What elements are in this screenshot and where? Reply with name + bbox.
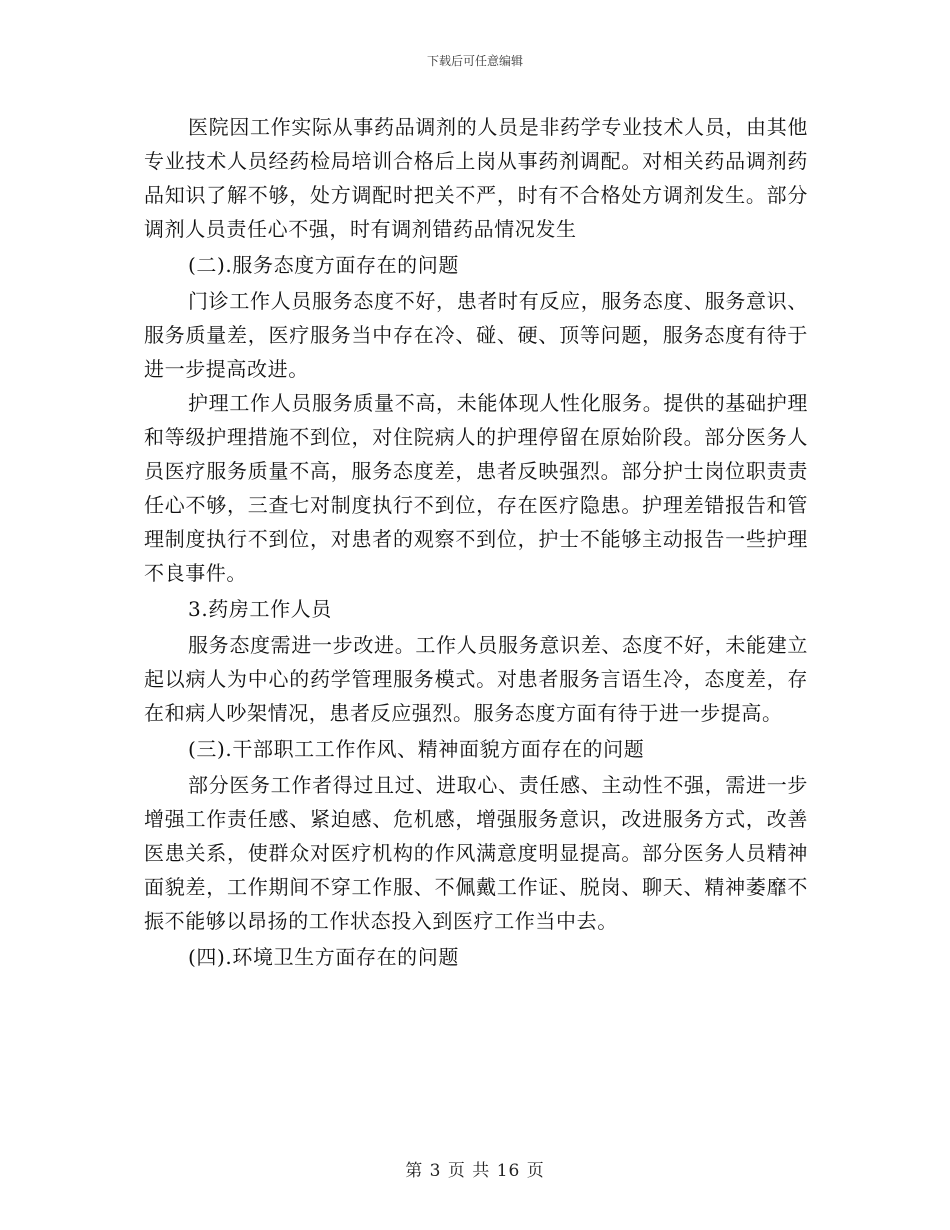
paragraph-pharmacy-staff: 医院因工作实际从事药品调剂的人员是非药学专业技术人员，由其他专业技术人员经药检局培训合格后上岗从事药剂调配。对相关药品调剂药品知识了解不够，处方调配时把关不严，时有不合格处方调剂发生。部分调剂人员责任心不强，时有调剂错药品情况发生 bbox=[144, 115, 808, 241]
paragraph-outpatient-staff: 门诊工作人员服务态度不好，患者时有反应，服务态度、服务意识、服务质量差，医疗服务当中存在冷、碰、硬、顶等问题，服务态度有待于进一步提高改进。 bbox=[144, 289, 808, 381]
subsection-heading-pharmacy: 3.药房工作人员 bbox=[188, 597, 332, 621]
document-body bbox=[144, 110, 808, 976]
paragraph-pharmacy-attitude: 服务态度需进一步改进。工作人员服务意识差、态度不好，未能建立起以病人为中心的药学管理服务模式。对患者服务言语生冷，态度差，存在和病人吵架情况，患者反应强烈。服务态度方面有待于进一步提高。 bbox=[144, 633, 808, 725]
paragraph-work-style: 部分医务工作者得过且过、进取心、责任感、主动性不强，需进一步增强工作责任感、紧迫感、危机感，增强服务意识，改进服务方式，改善医患关系，使群众对医疗机构的作风满意度明显提高。部分医务人员精神面貌差，工作期间不穿工作服、不佩戴工作证、脱岗、聊天、精神萎靡不振不能够以昂扬的工作状态投入到医疗工作当中去。 bbox=[144, 773, 808, 933]
section-heading-environment: (四).环境卫生方面存在的问题 bbox=[188, 945, 459, 969]
page-number-footer: 第 3 页 共 16 页 bbox=[405, 1161, 545, 1181]
header-note: 下载后可任意编辑 bbox=[426, 54, 523, 68]
paragraph-nursing-staff: 护理工作人员服务质量不高，未能体现人性化服务。提供的基础护理和等级护理措施不到位，对住院病人的护理停留在原始阶段。部分医务人员医疗服务质量不高，服务态度差，患者反映强烈。部分护士岗位职责责任心不够，三查七对制度执行不到位，存在医疗隐患。护理差错报告和管理制度执行不到位，对患者的观察不到位，护士不能够主动报告一些护理不良事件。 bbox=[144, 391, 808, 585]
section-heading-service-attitude: (二).服务态度方面存在的问题 bbox=[188, 253, 459, 277]
section-heading-work-style: (三).干部职工工作作风、精神面貌方面存在的问题 bbox=[188, 737, 645, 761]
